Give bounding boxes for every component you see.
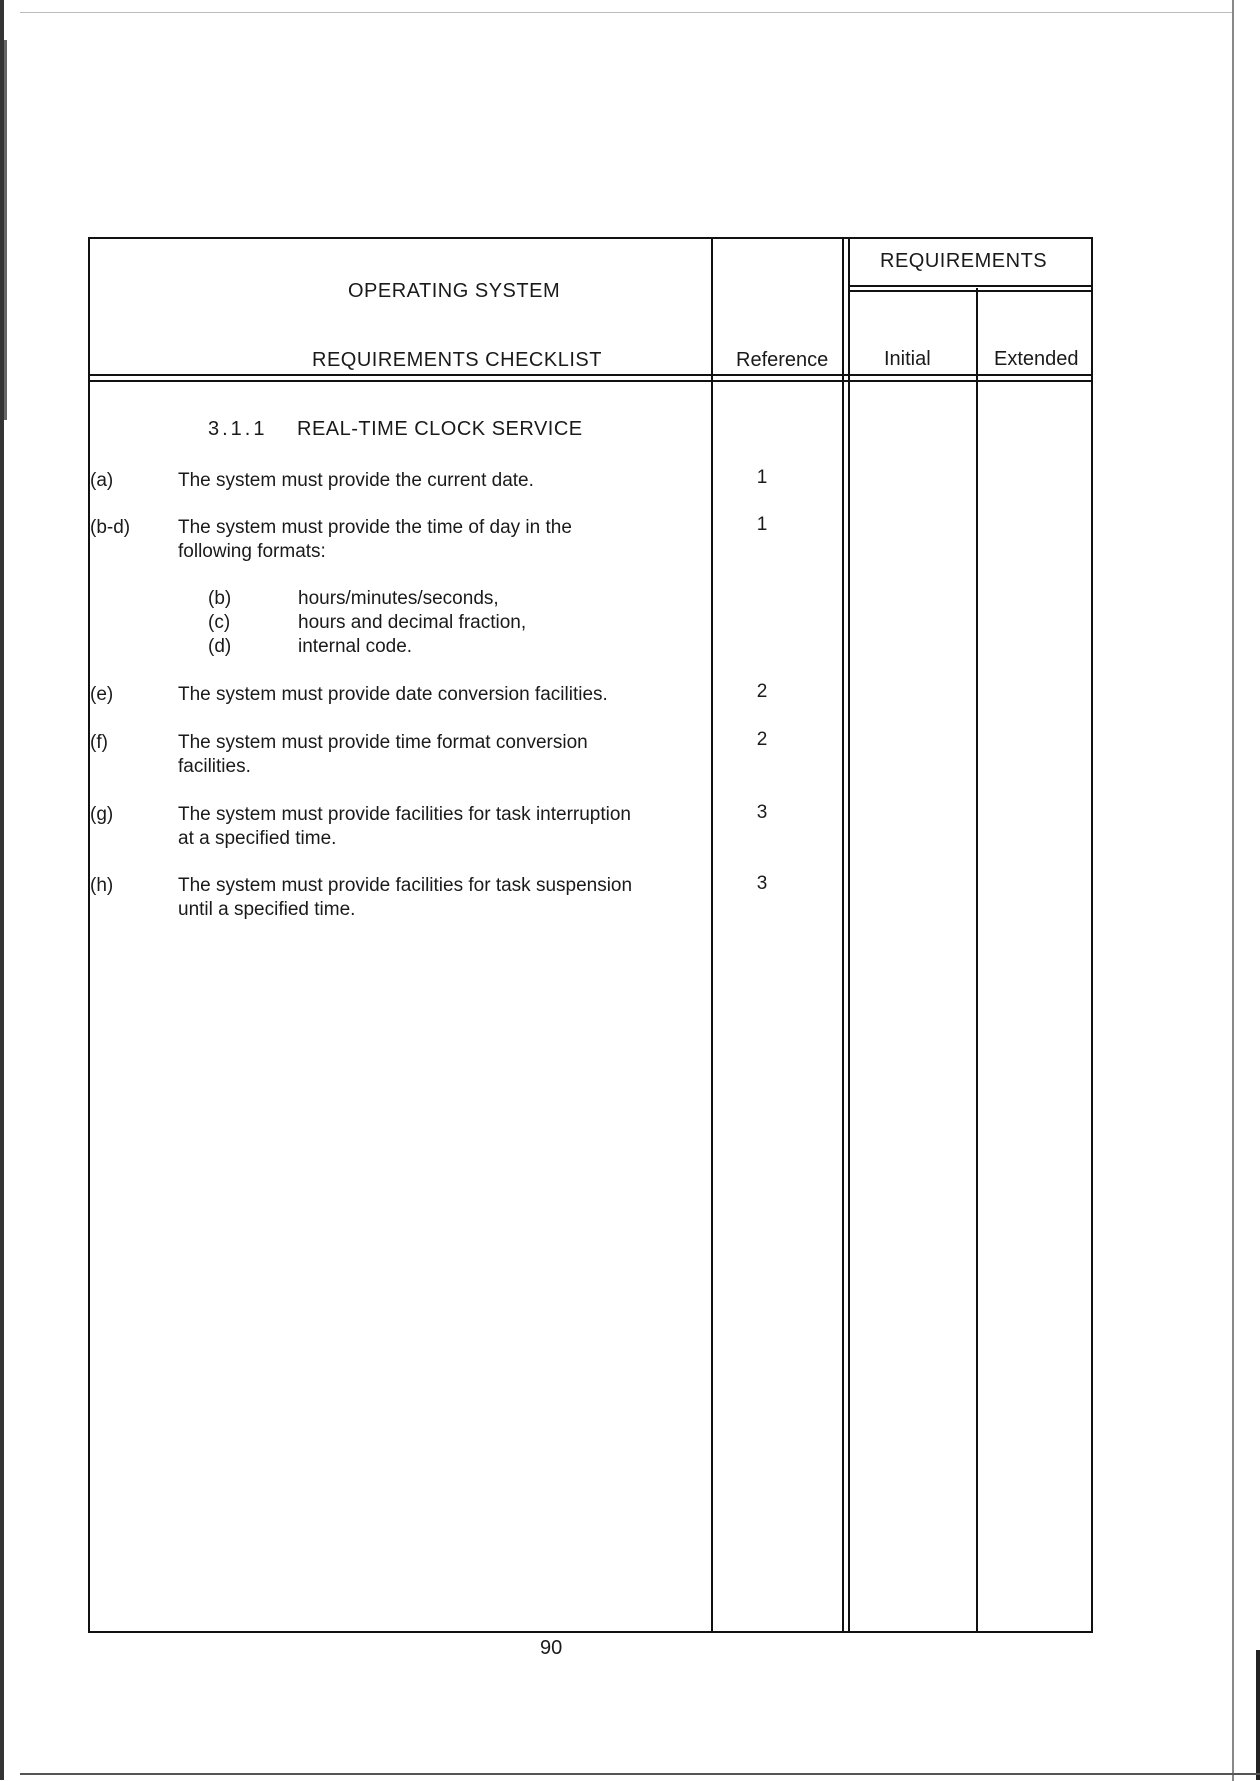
section-number: 3.1.1 — [208, 418, 268, 440]
item-label: (e) — [90, 684, 114, 705]
table-top-border — [88, 237, 1093, 239]
item-text: The system must provide facilities for task suspension — [178, 875, 633, 896]
section-title: REAL-TIME CLOCK SERVICE — [297, 418, 583, 440]
item-text: The system must provide the current date. — [178, 470, 534, 491]
subitem-text: internal code. — [298, 636, 413, 657]
item-reference: 1 — [756, 467, 768, 488]
table-bottom-border — [88, 1631, 1093, 1633]
subitem-label: (b) — [208, 588, 232, 609]
table-left-border — [88, 237, 90, 1633]
item-text: The system must provide facilities for task interruption — [178, 804, 632, 825]
item-reference: 3 — [756, 873, 768, 894]
item-text: until a specified time. — [178, 899, 356, 920]
scan-bottom-rule — [20, 1773, 1260, 1775]
requirements-double-rule-b — [848, 237, 850, 1633]
item-reference: 3 — [756, 802, 768, 823]
item-reference: 1 — [756, 514, 768, 535]
table-title-line1: OPERATING SYSTEM — [348, 280, 561, 302]
subitem-label: (c) — [208, 612, 231, 633]
item-label: (h) — [90, 875, 114, 896]
item-text: The system must provide date conversion facilities. — [178, 684, 608, 705]
initial-column-header: Initial — [884, 348, 931, 370]
subitem-text: hours and decimal fraction, — [298, 612, 527, 633]
subitem-text: hours/minutes/seconds, — [298, 588, 499, 609]
item-reference: 2 — [756, 681, 768, 702]
scan-edge-right — [1232, 0, 1234, 1781]
page-number: 90 — [540, 1637, 563, 1659]
requirements-double-rule-a — [842, 237, 844, 1633]
item-text: The system must provide time format conversion — [178, 732, 588, 753]
initial-extended-rule — [976, 288, 978, 1633]
header-rule-lower — [88, 380, 1093, 382]
item-text: The system must provide the time of day in the — [178, 517, 572, 538]
scan-top-rule — [20, 12, 1232, 13]
item-text: facilities. — [178, 756, 251, 777]
reference-column-left-rule — [711, 237, 713, 1633]
table-right-border — [1091, 237, 1093, 1633]
item-label: (g) — [90, 804, 114, 825]
extended-column-header: Extended — [994, 348, 1079, 370]
table-title-line2: REQUIREMENTS CHECKLIST — [312, 349, 602, 371]
reference-column-header: Reference — [736, 349, 829, 371]
subitem-label: (d) — [208, 636, 232, 657]
item-text: following formats: — [178, 541, 326, 562]
item-label: (f) — [90, 732, 108, 753]
item-reference: 2 — [756, 729, 768, 750]
requirements-subheader-rule-a — [848, 285, 1093, 287]
requirements-column-header: REQUIREMENTS — [880, 250, 1048, 272]
requirements-subheader-rule-b — [848, 290, 1093, 292]
scan-edge-right-bottom — [1256, 1650, 1260, 1780]
item-label: (a) — [90, 470, 114, 491]
scan-edge-left-inner — [4, 40, 7, 420]
requirements-checklist-table — [88, 237, 1093, 1633]
header-rule-upper — [88, 374, 1093, 376]
item-label: (b-d) — [90, 517, 131, 538]
item-text: at a specified time. — [178, 828, 337, 849]
